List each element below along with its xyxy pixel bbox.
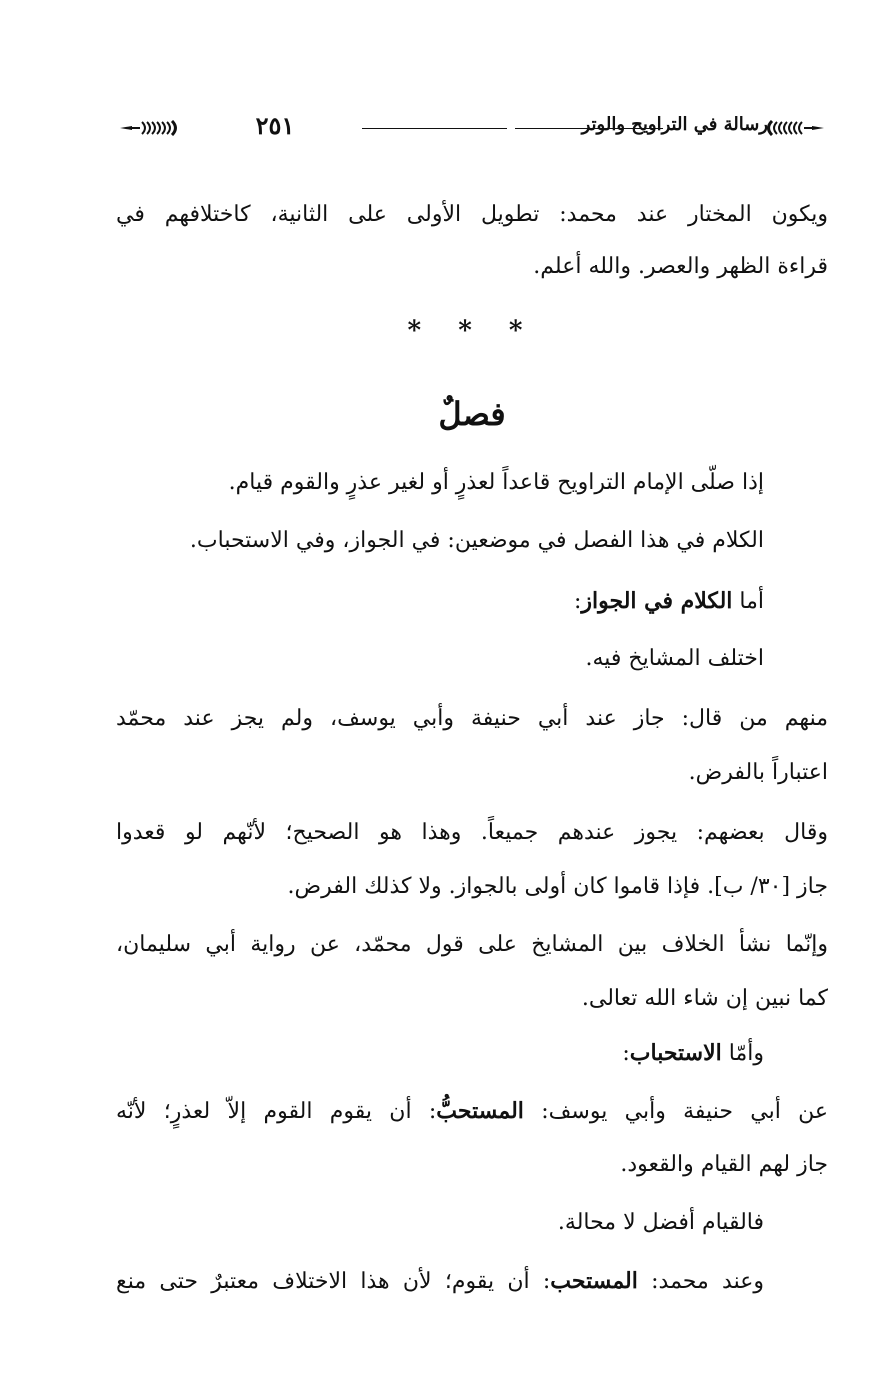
header-rule xyxy=(362,128,507,129)
paragraph-line: الكلام في هذا الفصل في موضعين: في الجواز، وفي الاستحباب. xyxy=(189,528,764,553)
bold-term: الكلام في الجواز xyxy=(581,588,733,614)
inline-text: : أن يقوم؛ لأن هذا الاختلاف معتبرٌ حتى منع xyxy=(116,1269,551,1294)
arrow-ornament-icon xyxy=(762,120,826,136)
paragraph-line xyxy=(116,1264,764,1299)
bold-term: المستحب xyxy=(550,1268,638,1294)
paragraph-line: منهم من قال: جاز عند أبي حنيفة وأبي يوسف، ولم يجز عند محمّد xyxy=(116,706,828,731)
paragraph-line xyxy=(116,584,764,619)
running-header xyxy=(118,108,826,146)
paragraph-line: جاز [٣٠/ ب]. فإذا قاموا كان أولى بالجواز. ولا كذلك الفرض. xyxy=(287,874,828,899)
inline-text: : xyxy=(573,589,582,614)
inline-text: وأمّا xyxy=(721,1041,764,1066)
paragraph-line: كما نبين إن شاء الله تعالى. xyxy=(581,986,828,1011)
bold-term: الاستحباب xyxy=(629,1040,722,1066)
inline-text: : xyxy=(622,1041,630,1066)
page-number: ٢٥١ xyxy=(255,111,295,140)
section-separator: * * * xyxy=(407,316,537,346)
paragraph-line: فالقيام أفضل لا محالة. xyxy=(557,1210,764,1235)
arrow-ornament-icon xyxy=(118,120,182,136)
inline-text: أما xyxy=(732,589,764,614)
paragraph-line xyxy=(116,1094,828,1129)
paragraph-line: إذا صلّى الإمام التراويح قاعداً لعذرٍ أو لغير عذرٍ والقوم قيام. xyxy=(228,470,764,495)
paragraph-line: اعتباراً بالفرض. xyxy=(688,760,828,785)
paragraph-line: ويكون المختار عند محمد: تطويل الأولى على الثانية، كاختلافهم في xyxy=(116,202,828,227)
inline-text: : أن يقوم القوم إلاّ لعذرٍ؛ لأنّه xyxy=(116,1099,437,1124)
paragraph-line: وإنّما نشأ الخلاف بين المشايخ على قول محمّد، عن رواية أبي سليمان، xyxy=(116,932,828,957)
book-title: رسالة في التراويح والوتر xyxy=(581,114,768,135)
paragraph-line: اختلف المشايخ فيه. xyxy=(585,646,764,671)
bold-term: المستحبُّ xyxy=(436,1098,524,1124)
paragraph-line: وقال بعضهم: يجوز عندهم جميعاً. وهذا هو الصحيح؛ لأنّهم لو قعدوا xyxy=(116,820,828,845)
inline-text: وعند محمد: xyxy=(637,1269,764,1294)
paragraph-line: جاز لهم القيام والقعود. xyxy=(620,1152,828,1177)
paragraph-line: قراءة الظهر والعصر. والله أعلم. xyxy=(533,254,828,279)
section-heading: فصلٌ xyxy=(438,395,506,433)
inline-text: عن أبي حنيفة وأبي يوسف: xyxy=(523,1099,828,1124)
paragraph-line xyxy=(116,1036,764,1071)
